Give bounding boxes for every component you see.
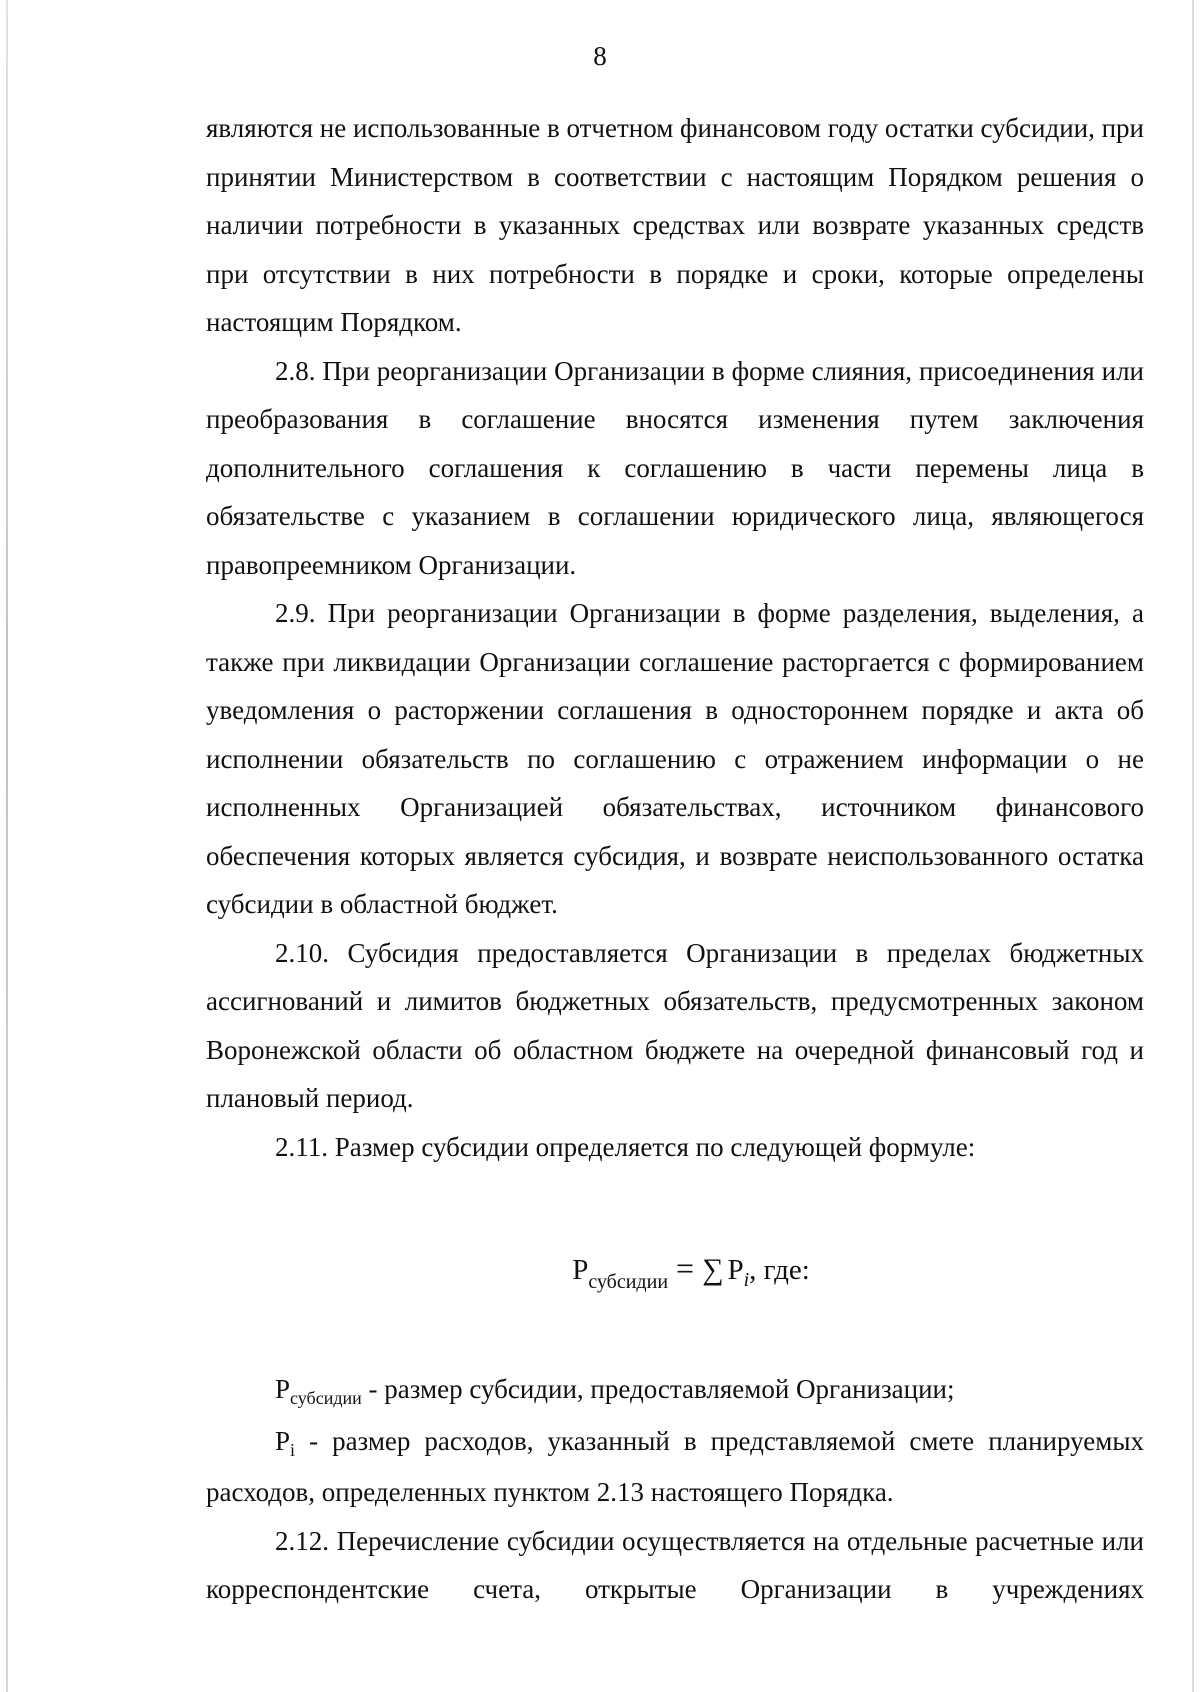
paragraph-2-9: 2.9. При реорганизации Организации в форме разделения, выделения, а также при ликвидации Организации соглашение расторгается с формированием уведомления о расторжении соглашения в одностороннем порядке и акта об исполнении обязательств по соглашению с отражением информации о не исполненных Организацией обязательствах, источником финансового обеспечения которых является субсидия, и возврате неиспользованного остатка субсидии в областной бюджет.	[206, 598, 1144, 919]
formula-rhs-subscript: i	[743, 1269, 750, 1291]
def2-subscript: i	[290, 1439, 296, 1460]
formula-lhs-subscript: субсидии	[588, 1271, 669, 1293]
paragraph-2-12: 2.12. Перечисление субсидии осуществляется на отдельные расчетные или корреспондентские счета, открытые Организации в учреждениях	[206, 1525, 1144, 1604]
formula-sum-symbol: ∑	[702, 1253, 724, 1286]
paragraph-continuation: являются не использованные в отчетном финансовом году остатки субсидии, при принятии Министерством в соответствии с настоящим Порядком решения о наличии потребности в указанных средствах или возврате указанных средств при отсутствии в них потребности в порядке и сроки, которые определены настоящим Порядком.	[206, 113, 1144, 337]
formula-lhs-symbol: P	[572, 1254, 589, 1286]
page-number: 8	[593, 41, 607, 71]
scan-right-edge	[1192, 0, 1194, 1692]
document-body	[206, 104, 1144, 1614]
formula-rhs-symbol: P	[727, 1254, 744, 1286]
def1-subscript: субсидии	[290, 1388, 362, 1408]
paragraph-2-10: 2.10. Субсидия предоставляется Организации в пределах бюджетных ассигнований и лимитов бюджетных обязательств, предусмотренных законом Воронежской области об областном бюджете на очередной финансовый год и плановый период.	[206, 937, 1144, 1113]
def2-symbol: P	[275, 1425, 291, 1456]
paragraph-2-8: 2.8. При реорганизации Организации в форме слияния, присоединения или преобразования в соглашение вносятся изменения путем заключения дополнительного соглашения к соглашению в части перемены лица в обязательстве с указанием в соглашении юридического лица, являющегося правопреемником Организации.	[206, 355, 1144, 580]
definition-expense	[206, 1417, 1144, 1517]
def1-symbol: P	[275, 1374, 291, 1404]
subsidy-formula	[206, 1171, 1144, 1365]
def1-text: - размер субсидии, предоставляемой Организации;	[361, 1374, 955, 1404]
paragraph-2-11: 2.11. Размер субсидии определяется по следующей формуле:	[275, 1131, 976, 1162]
definition-subsidy	[206, 1365, 1144, 1417]
formula-suffix: , где:	[749, 1254, 810, 1286]
def2-text: - размер расходов, указанный в представляемой смете планируемых расходов, определенных пунктом 2.13 настоящего Порядка.	[206, 1425, 1144, 1507]
formula-equals: =	[676, 1250, 695, 1286]
scan-left-edge	[6, 0, 8, 1692]
